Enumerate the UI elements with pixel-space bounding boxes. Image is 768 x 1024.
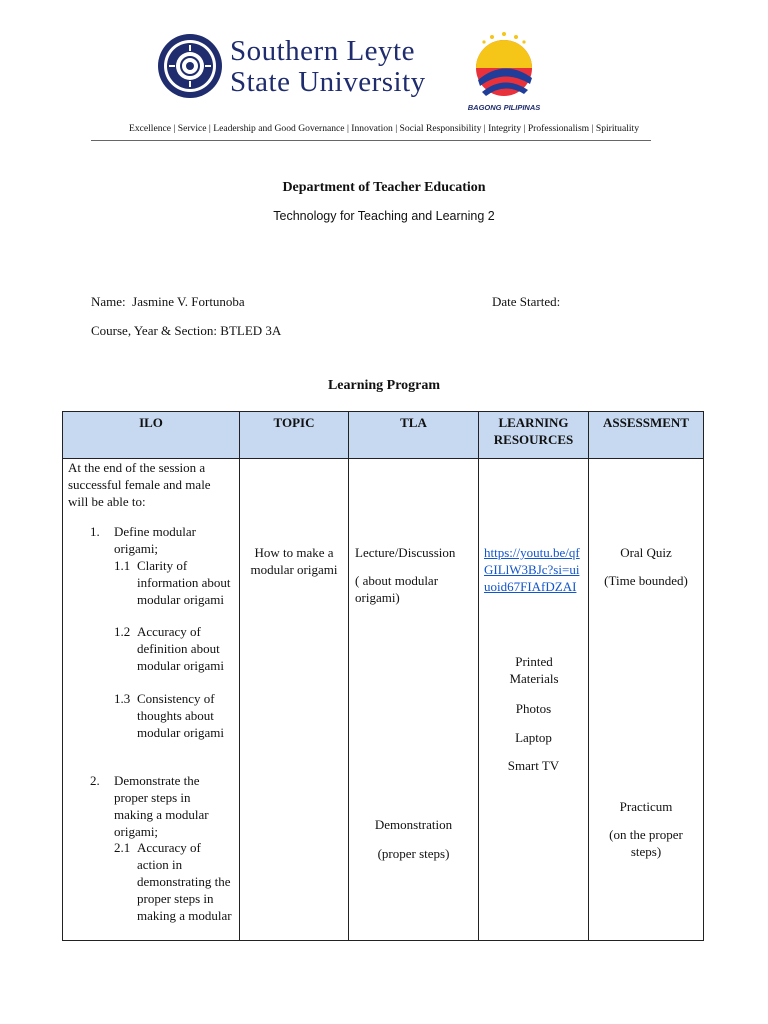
name-line [91, 294, 245, 310]
ilo-sub1-3: Consistency of thoughts about modular origami [137, 691, 225, 740]
core-values-line: Excellence | Service | Leadership and Good Governance | Innovation | Social Responsibility | Integrity | Professionalism | Spirituality [128, 123, 640, 134]
ilo-item1: Define modular origami; [114, 524, 196, 556]
section-label: Course, Year & Section: [91, 323, 218, 338]
section-value: BTLED 3A [220, 323, 282, 338]
header-tla: TLA [349, 412, 479, 459]
university-name-line1: Southern Leyte [230, 35, 415, 67]
assessment-practicum: Practicum [619, 799, 673, 814]
assessment-practicum-note: (on the proper steps) [609, 827, 683, 859]
name-value: Jasmine V. Fortunoba [132, 294, 245, 309]
svg-text:BAGONG PILIPINAS: BAGONG PILIPINAS [467, 103, 541, 112]
ilo-sub1-2: Accuracy of definition about modular origami [137, 624, 225, 673]
ilo-cell [63, 459, 240, 941]
ilo-sub1-1-number: 1.1 [114, 558, 131, 573]
learning-program-table [62, 411, 704, 941]
section-line [91, 323, 281, 339]
header-learning-resources: LEARNING RESOURCES [479, 412, 589, 459]
bagong-pilipinas-logo [462, 30, 546, 114]
header-assessment: ASSESSMENT [589, 412, 704, 459]
name-label: Name: [91, 294, 126, 309]
resource-photos: Photos [515, 701, 552, 716]
assessment-oral-quiz: Oral Quiz [620, 545, 672, 560]
header-topic: TOPIC [240, 412, 349, 459]
table-row [63, 459, 704, 941]
ilo-sub2-1: Accuracy of action in demonstrating the proper steps in making a modular [137, 840, 232, 923]
university-seal-logo [157, 33, 223, 99]
topic-cell [240, 459, 349, 941]
ilo-sub2-1-number: 2.1 [114, 840, 131, 855]
course-title: Technology for Teaching and Learning 2 [273, 209, 495, 223]
resource-smart-tv: Smart TV [507, 758, 560, 773]
tla-lecture: Lecture/Discussion [355, 545, 456, 560]
ilo-item2: Demonstrate the proper steps in making a modular origami; [114, 773, 209, 839]
resource-laptop: Laptop [515, 730, 552, 745]
ilo-intro: At the end of the session a successful female and male will be able to: [68, 460, 211, 509]
ilo-sub1-3-number: 1.3 [114, 691, 131, 706]
resources-cell [479, 459, 589, 941]
ilo-sub1-1: Clarity of information about modular origami [137, 558, 231, 607]
header-ilo: ILO [63, 412, 240, 459]
department-title: Department of Teacher Education [282, 180, 486, 195]
ilo-item2-number: 2. [90, 773, 100, 788]
assessment-time-bounded: (Time bounded) [604, 573, 688, 588]
ilo-item1-number: 1. [90, 524, 100, 539]
date-started-label: Date Started: [492, 294, 561, 309]
header-divider [91, 140, 651, 141]
tla-demonstration: Demonstration [374, 817, 453, 832]
topic-text: How to make a modular origami [250, 545, 338, 577]
tla-cell [349, 459, 479, 941]
university-name-line2: State University [230, 66, 426, 98]
resource-printed-materials: Printed Materials [509, 654, 559, 686]
table-header-row [63, 412, 704, 459]
tla-demonstration-note: (proper steps) [377, 846, 450, 861]
tla-lecture-note: ( about modular origami) [355, 573, 439, 605]
assessment-cell [589, 459, 704, 941]
learning-program-title: Learning Program [327, 378, 441, 393]
ilo-sub1-2-number: 1.2 [114, 624, 131, 639]
youtube-link[interactable]: https://youtu.be/qfGILlW3BJc?si=uiuoid67FIAfDZAI [484, 545, 580, 594]
